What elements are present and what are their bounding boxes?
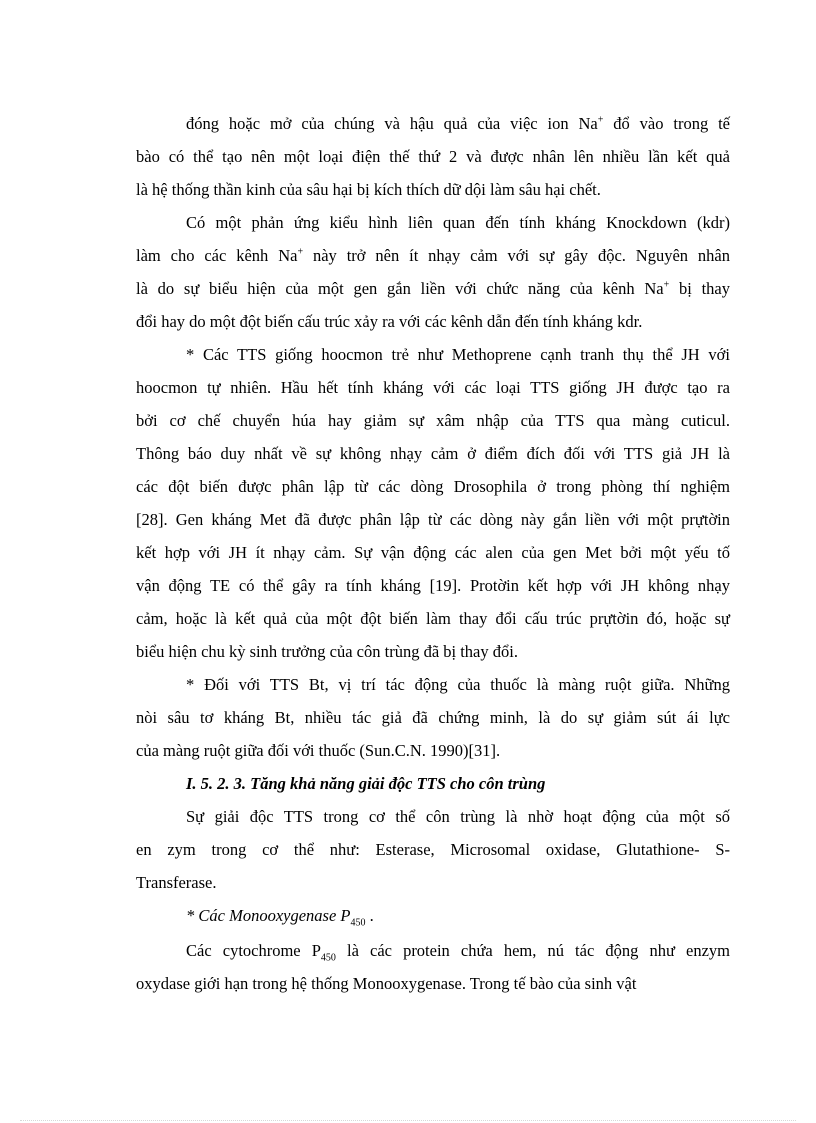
paragraph-line: bởi cơ chế chuyển húa hay giảm sự xâm nhập của TTS qua màng cuticul. [136, 411, 730, 430]
section-heading: I. 5. 2. 3. Tăng khả năng giải độc TTS cho côn trùng [186, 774, 546, 793]
paragraph-line: Sự giải độc TTS trong cơ thể côn trùng là nhờ hoạt động của một số [186, 807, 730, 826]
paragraph-line: bào có thể tạo nên một loại điện thế thứ 2 và được nhân lên nhiều lần kết quả [136, 147, 730, 166]
paragraph-line: oxydase giới hạn trong hệ thống Monooxygenase. Trong tế bào của sinh vật [136, 974, 637, 993]
footer-rule [20, 1120, 796, 1121]
paragraph-line: đóng hoặc mở của chúng và hậu quả của việc ion Na+ đổ vào trong tế [186, 114, 731, 133]
paragraph-line: * Các TTS giống hoocmon trẻ như Methoprene cạnh tranh thụ thể JH với [186, 345, 730, 364]
paragraph-line: hoocmon tự nhiên. Hầu hết tính kháng với các loại TTS giống JH được tạo ra [136, 378, 730, 397]
paragraph-line: đổi hay do một đột biến cấu trúc xảy ra với các kênh dẫn đến tính kháng kdr. [136, 312, 643, 331]
paragraph-line: nòi sâu tơ kháng Bt, nhiều tác giả đã chứng minh, là do sự giảm sút ái lực [136, 708, 730, 727]
paragraph-line: vận động TE có thể gây ra tính kháng [19]. Protờin kết hợp với JH không nhạy [136, 576, 730, 595]
paragraph-line: Transferase. [136, 873, 217, 892]
paragraph-line: các đột biến được phân lập từ các dòng Drosophila ở trong phòng thí nghiệm [136, 477, 730, 496]
paragraph-line: biểu hiện chu kỳ sinh trưởng của côn trùng đã bị thay đổi. [136, 642, 518, 661]
paragraph-line: Thông báo duy nhất về sự không nhạy cảm ở điểm đích đối với TTS giả JH là [136, 444, 730, 463]
paragraph-line: [28]. Gen kháng Met đã được phân lập từ các dòng này gắn liền với một prựtờin [136, 510, 730, 529]
subheading: * Các Monooxygenase $P_{450}$ . [186, 906, 374, 929]
paragraph-line: Có một phản ứng kiểu hình liên quan đến tính kháng Knockdown (kdr) [186, 213, 730, 232]
paragraph-line: làm cho các kênh Na+ này trở nên ít nhạy cảm với sự gây độc. Nguyên nhân [136, 246, 730, 265]
paragraph-line: kết hợp với JH ít nhạy cảm. Sự vận động các alen của gen Met bởi một yếu tố [136, 543, 730, 562]
paragraph-line: là hệ thống thần kinh của sâu hại bị kích thích dữ dội làm sâu hại chết. [136, 180, 601, 199]
paragraph-line: của màng ruột giữa đối với thuốc (Sun.C.N. 1990)[31]. [136, 741, 501, 760]
paragraph-line: en zym trong cơ thể như: Esterase, Microsomal oxidase, Glutathione- S- [136, 840, 730, 859]
paragraph-line: * Đối với TTS Bt, vị trí tác động của thuốc là màng ruột giữa. Những [186, 675, 730, 694]
paragraph-line: Các cytochrome $P_{450}$ là các protein chứa hem, nú tác động như enzym [186, 941, 730, 964]
paragraph-line: cảm, hoặc là kết quả của một đột biến làm thay đổi cấu trúc prựtờin đó, hoặc sự [136, 609, 730, 628]
paragraph-line: là do sự biểu hiện của một gen gắn liền với chức năng của kênh Na+ bị thay [136, 279, 730, 298]
